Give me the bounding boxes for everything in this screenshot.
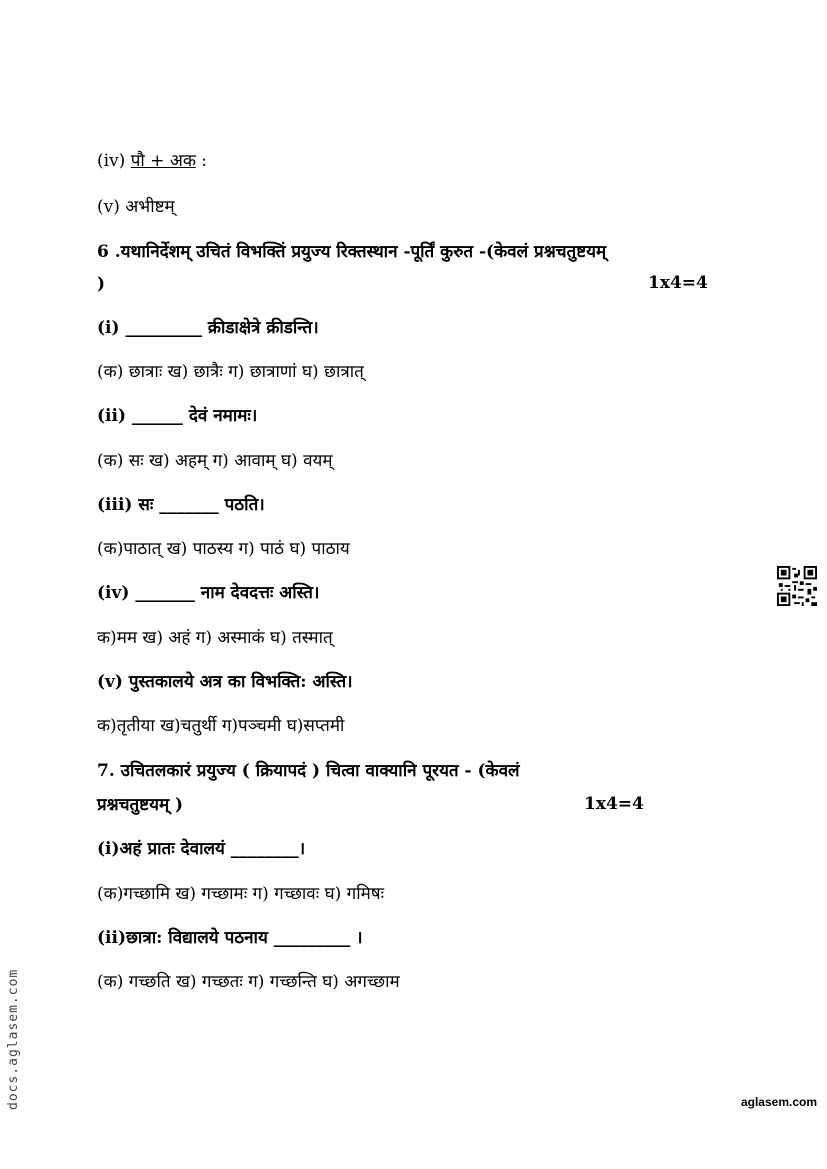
q6-marks: 1x4=4 (648, 273, 708, 293)
qr-code-icon (777, 566, 817, 606)
q6-ii-options: (क) सः ख) अहम् ग) आवाम् घ) वयम् (97, 451, 333, 471)
q6-iv-question: (iv) _______ नाम देवदत्तः अस्ति। (97, 583, 320, 603)
brand-footer: aglasem.com (740, 1095, 817, 1109)
q6-i-question: (i) _________ क्रीडाक्षेत्रे क्रीडन्ति। (97, 318, 319, 338)
q6-iii-options: (क)पाठात् ख) पाठस्य ग) पाठं घ) पाठाय (97, 539, 350, 559)
q7-i-question: (i)अहं प्रातः देवालयं ________। (97, 839, 306, 859)
q6-heading-cont: ) (97, 274, 106, 294)
q6-heading: 6 .यथानिर्देशम् उचितं विभक्तिं प्रयुज्य रिक्तस्थान -पूर्तिं कुरुत -(केवलं प्रश्नचतुष्टयम् (97, 242, 607, 262)
item-iv-word: पौ + अक (130, 151, 196, 171)
q6-iii-question: (iii) सः _______ पठति। (97, 495, 265, 515)
q6-i-options: (क) छात्राः ख) छात्रैः ग) छात्राणां घ) छात्रात् (97, 362, 364, 382)
q6-ii-question: (ii) ______ देवं नमामः। (97, 406, 258, 426)
q7-ii-question: (ii)छात्रा: विद्यालये पठनाय _________ । (97, 928, 363, 948)
side-watermark: docs.aglasem.com (6, 968, 21, 1110)
q7-marks: 1x4=4 (584, 794, 644, 814)
item-iv: (iv) पौ + अक : (97, 151, 208, 171)
q6-iv-options: क)मम ख) अहं ग) अस्माकं घ) तस्मात् (97, 628, 333, 648)
q7-heading-cont: प्रश्नचतुष्टयम् ) (97, 795, 184, 815)
q7-i-options: (क)गच्छामि ख) गच्छामः ग) गच्छावः घ) गमिषः (97, 884, 385, 904)
q6-v-question: (v) पुस्तकालये अत्र का विभक्ति: अस्ति। (97, 672, 353, 692)
q7-ii-options: (क) गच्छति ख) गच्छतः ग) गच्छन्ति घ) अगच्छाम (97, 972, 400, 992)
item-v: (v) अभीष्टम् (97, 197, 175, 217)
q7-heading: 7. उचितलकारं प्रयुज्य ( क्रियापदं ) चित्वा वाक्यानि पूरयत - (केवलं (97, 761, 520, 781)
q6-v-options: क)तृतीया ख)चतुर्थी ग)पञ्चमी घ)सप्तमी (97, 716, 345, 736)
